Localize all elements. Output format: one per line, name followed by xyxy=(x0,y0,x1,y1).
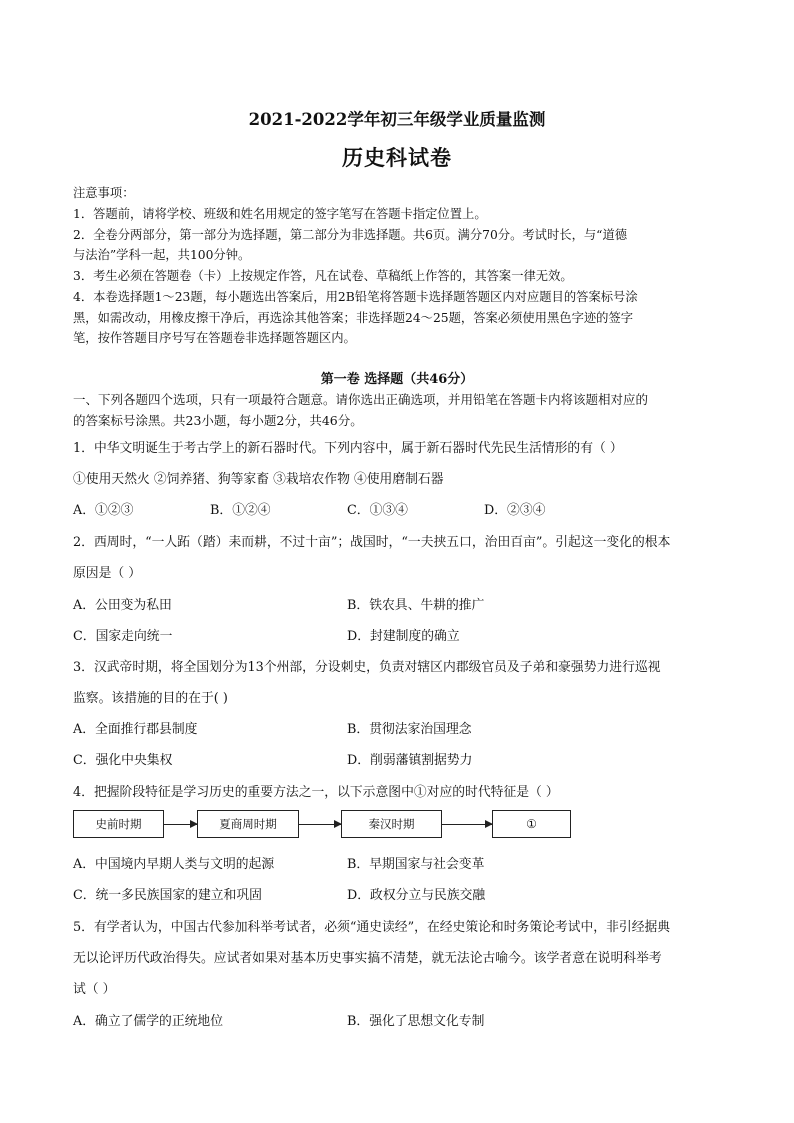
question-1-stem: 1．中华文明诞生于考古学上的新石器时代。下列内容中，属于新石器时代先民生活情形的有（ ） xyxy=(73,441,623,456)
exam-subject-title: 历史科试卷 xyxy=(342,145,452,170)
flow-arrow-icon xyxy=(299,824,341,825)
question-2-option-d: D．封建制度的确立 xyxy=(347,629,460,644)
question-4-option-b: B．早期国家与社会变革 xyxy=(347,857,485,872)
notes-line: 2．全卷分两部分，第一部分为选择题，第二部分为非选择题。共6页。满分70分。考试时长，与“道德 xyxy=(73,228,628,242)
exam-title: 2021-2022学年初三年级学业质量监测 xyxy=(248,110,546,129)
question-3-stem: 3．汉武帝时期，将全国划分为13个州部，分设刺史，负责对辖区内郡级官员及子弟和豪强势力进行巡视 xyxy=(73,660,661,675)
question-5-stem: 试（ ） xyxy=(73,982,116,997)
question-5-stem: 5．有学者认为，中国古代参加科举考试者，必须“通史读经”，在经史策论和时务策论考试中，非引经据典 xyxy=(73,920,671,935)
question-4-stem: 4．把握阶段特征是学习历史的重要方法之一，以下示意图中①对应的时代特征是（ ） xyxy=(73,785,559,800)
question-2-option-c: C．国家走向统一 xyxy=(73,629,173,644)
question-1-option-c: C．①③④ xyxy=(347,503,408,518)
notes-line: 笔，按作答题目序号写在答题卷非选择题答题区内。 xyxy=(73,331,356,345)
section-intro-line: 一、下列各题四个选项，只有一项最符合题意。请你选出正确选项，并用铅笔在答题卡内将该题相对应的 xyxy=(73,392,649,407)
question-5-stem: 无以论评历代政治得失。应试者如果对基本历史事实搞不清楚，就无法论古喻今。该学者意在说明科举考 xyxy=(73,951,662,966)
question-3-option-b: B．贯彻法家治国理念 xyxy=(347,722,472,737)
section-intro-line: 的答案标号涂黑。共23小题，每小题2分，共46分。 xyxy=(73,413,363,428)
question-4-option-c: C．统一多民族国家的建立和巩固 xyxy=(73,888,262,903)
question-1-items: ①使用天然火 ②饲养猪、狗等家畜 ③栽培农作物 ④使用磨制石器 xyxy=(73,472,444,487)
question-5-option-b: B．强化了思想文化专制 xyxy=(347,1014,485,1029)
flow-box-blank: ① xyxy=(492,810,571,838)
question-5-option-a: A．确立了儒学的正统地位 xyxy=(73,1014,224,1029)
question-3-option-a: A．全面推行郡县制度 xyxy=(73,722,198,737)
question-2-option-a: A．公田变为私田 xyxy=(73,598,172,613)
question-1-option-b: B．①②④ xyxy=(210,503,271,518)
notes-line: 4．本卷选择题1～23题，每小题选出答案后，用2B铅笔将答题卡选择题答题区内对应题目的答案标号涂 xyxy=(73,290,638,304)
flow-arrow-icon xyxy=(164,824,197,825)
question-2-stem: 2．西周时，“一人跖（踏）耒而耕，不过十亩”；战国时，“一夫挟五口，治田百亩”。引起这一变化的根本 xyxy=(73,535,671,550)
question-3-stem: 监察。该措施的目的在于( ) xyxy=(73,691,228,706)
question-4-option-a: A．中国境内早期人类与文明的起源 xyxy=(73,857,275,872)
question-2-option-b: B．铁农具、牛耕的推广 xyxy=(347,598,485,613)
flow-box-prehistoric: 史前时期 xyxy=(73,810,164,838)
question-3-option-d: D．削弱藩镇割据势力 xyxy=(347,753,473,768)
question-3-option-c: C．强化中央集权 xyxy=(73,753,173,768)
flow-box-qin-han: 秦汉时期 xyxy=(341,810,442,838)
notes-line: 1．答题前，请将学校、班级和姓名用规定的签字笔写在答题卡指定位置上。 xyxy=(73,207,487,221)
question-4-option-d: D．政权分立与民族交融 xyxy=(347,888,486,903)
notes-line: 与法治”学科一起，共100分钟。 xyxy=(73,248,251,262)
notes-line: 黑，如需改动，用橡皮擦干净后，再选涂其他答案；非选择题24～25题，答案必须使用黑色字迹的签字 xyxy=(73,311,634,325)
flow-arrow-icon xyxy=(442,824,492,825)
question-1-option-d: D．②③④ xyxy=(484,503,546,518)
question-2-stem: 原因是（ ） xyxy=(73,566,142,581)
section-title: 第一卷 选择题（共46分） xyxy=(320,372,474,387)
flow-box-xia-shang-zhou: 夏商周时期 xyxy=(197,810,299,838)
question-1-option-a: A．①②③ xyxy=(73,503,134,518)
notes-line: 3．考生必须在答题卷（卡）上按规定作答，凡在试卷、草稿纸上作答的，其答案一律无效。 xyxy=(73,269,573,283)
notes-heading: 注意事项： xyxy=(73,186,135,200)
